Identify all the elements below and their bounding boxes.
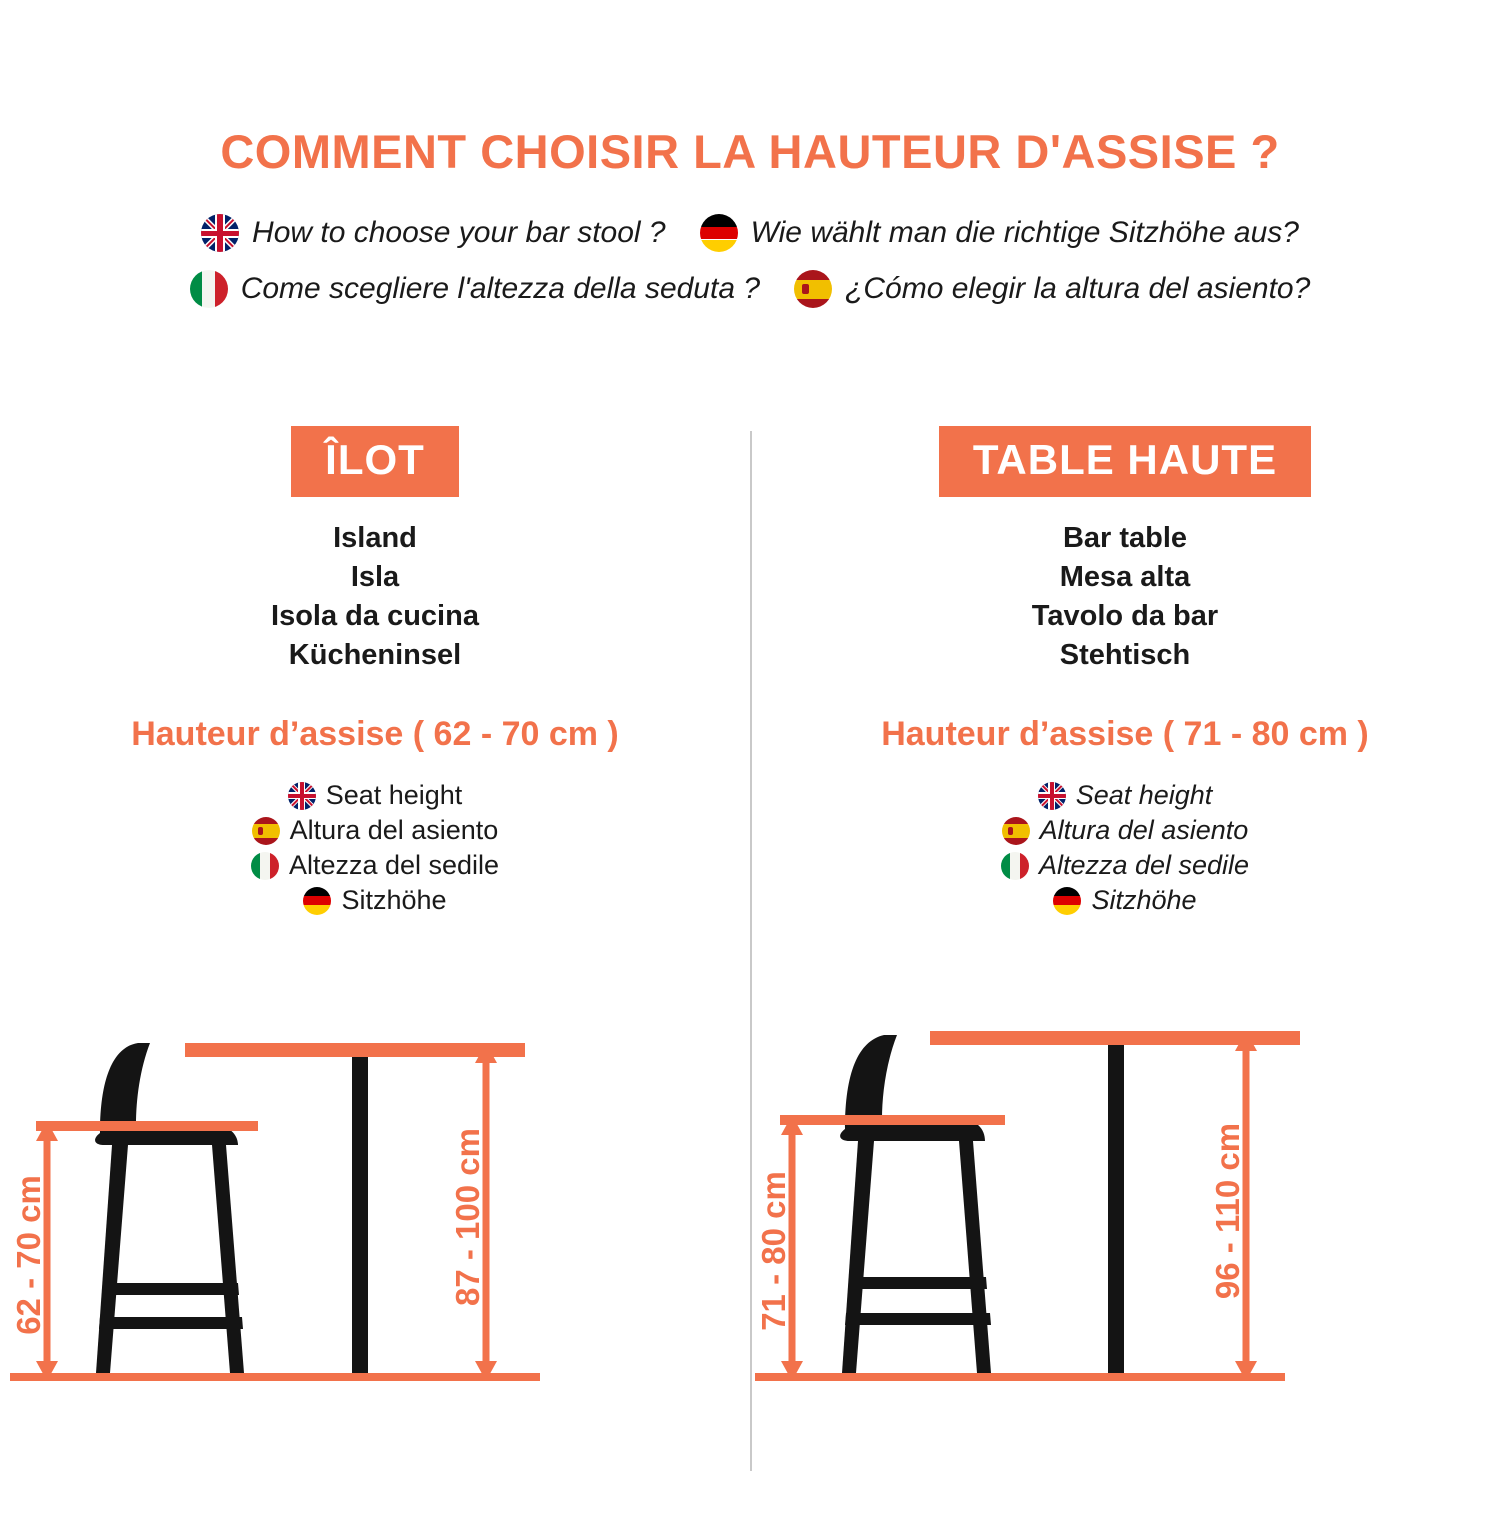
ilot-seat-lang-en	[288, 780, 463, 811]
germany-flag-icon	[1053, 887, 1081, 915]
ilot-seat-lang-es	[252, 815, 499, 846]
ilot-seat-text-es: Altura del asiento	[289, 815, 499, 846]
table-seat-text-it: Altezza del sedile	[1038, 850, 1250, 881]
spain-flag-icon	[252, 817, 280, 845]
spain-flag-icon	[794, 270, 832, 308]
table-seat-lang-es	[1002, 815, 1249, 846]
ilot-seat-language-list	[30, 780, 720, 916]
table-seat-lang-en	[1038, 780, 1213, 811]
table-measure-label: 96 - 110 cm	[1209, 1123, 1246, 1300]
table-name-en: Bar table	[1062, 521, 1188, 554]
table-name-de: Stehtisch	[1059, 639, 1191, 671]
page-title: COMMENT CHOISIR LA HAUTEUR D'ASSISE ?	[220, 125, 1280, 179]
germany-flag-icon	[700, 214, 738, 252]
table-seat-lang-it	[1001, 850, 1249, 881]
uk-flag-icon	[1038, 782, 1066, 810]
italy-flag-icon	[190, 270, 228, 308]
ilot-seat-height-title: Hauteur d’assise ( 62 - 70 cm )	[131, 715, 619, 754]
subtitle-text-it: Come scegliere l'altezza della seduta ?	[240, 272, 761, 306]
subtitle-item-de	[700, 214, 1299, 252]
uk-flag-icon	[201, 214, 239, 252]
infographic-page	[0, 31, 1500, 1531]
subtitle-text-es: ¿Cómo elegir la altura del asiento?	[845, 272, 1311, 306]
subtitle-item-es	[794, 270, 1310, 308]
table-name-it: Tavolo da bar	[1031, 599, 1219, 632]
table-seat-text-es: Altura del asiento	[1039, 815, 1249, 846]
columns-container	[0, 426, 1500, 1336]
subtitle-row-1	[201, 214, 1299, 252]
ilot-diagram	[0, 1021, 750, 1421]
column-table-haute-badge: TABLE HAUTE	[939, 426, 1311, 496]
ilot-seat-measure-label: 62 - 70 cm	[10, 1175, 47, 1336]
column-ilot-translations	[30, 519, 720, 676]
ilot-name-de: Kücheninsel	[288, 639, 462, 671]
table-seat-text-de: Sitzhöhe	[1091, 885, 1197, 916]
table-seat-measure-label: 71 - 80 cm	[755, 1171, 792, 1332]
table-seat-height-title: Hauteur d’assise ( 71 - 80 cm )	[881, 715, 1369, 754]
ilot-seat-lang-it	[251, 850, 499, 881]
table-haute-diagram	[750, 1021, 1500, 1421]
ilot-seat-text-en: Seat height	[325, 780, 463, 811]
table-name-es: Mesa alta	[1059, 560, 1191, 593]
column-ilot-badge: ÎLOT	[291, 426, 459, 496]
subtitle-text-en: How to choose your bar stool ?	[252, 216, 666, 250]
column-table-haute	[750, 426, 1500, 1332]
germany-flag-icon	[303, 887, 331, 915]
ilot-name-it: Isola da cucina	[271, 599, 479, 632]
table-seat-text-en: Seat height	[1075, 780, 1213, 811]
ilot-seat-lang-de	[303, 885, 446, 916]
column-ilot	[0, 426, 750, 1336]
ilot-seat-text-de: Sitzhöhe	[341, 885, 447, 916]
uk-flag-icon	[288, 782, 316, 810]
table-seat-language-list	[780, 780, 1470, 916]
subtitle-language-list	[0, 214, 1500, 308]
ilot-name-es: Isla	[350, 560, 400, 593]
ilot-name-en: Island	[333, 521, 417, 554]
subtitle-row-2	[190, 270, 1311, 308]
subtitle-item-it	[190, 270, 760, 308]
italy-flag-icon	[1001, 852, 1029, 880]
subtitle-text-de: Wie wählt man die richtige Sitzhöhe aus?	[750, 216, 1299, 250]
ilot-table-measure-label: 87 - 100 cm	[449, 1128, 486, 1307]
table-seat-lang-de	[1053, 885, 1196, 916]
spain-flag-icon	[1002, 817, 1030, 845]
column-table-haute-translations	[780, 519, 1470, 676]
italy-flag-icon	[251, 852, 279, 880]
subtitle-item-en	[201, 214, 666, 252]
ilot-seat-text-it: Altezza del sedile	[288, 850, 500, 881]
